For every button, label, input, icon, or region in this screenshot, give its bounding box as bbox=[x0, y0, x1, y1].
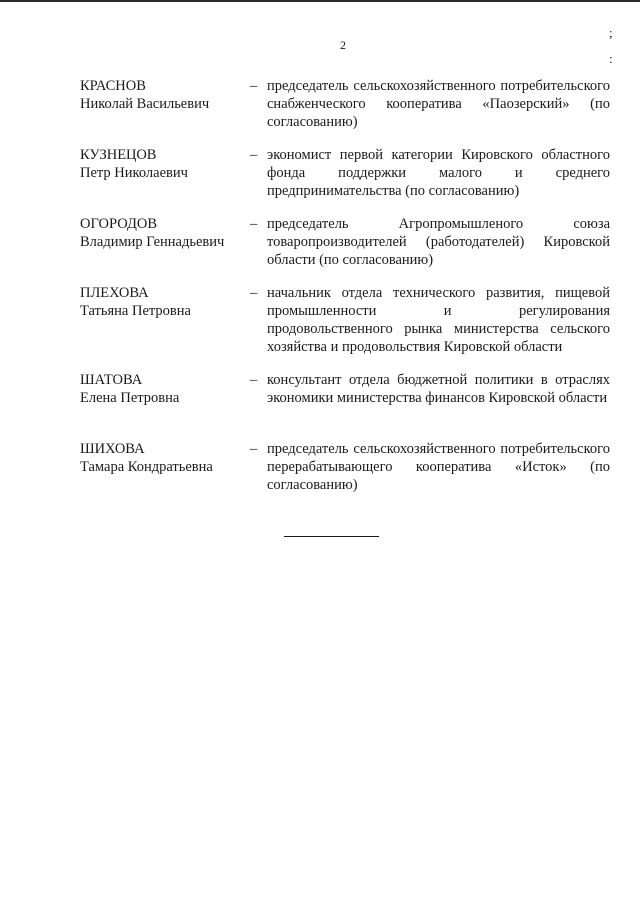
member-surname: ШАТОВА bbox=[80, 372, 143, 388]
member-name bbox=[80, 440, 250, 476]
member-surname: КУЗНЕЦОВ bbox=[80, 147, 157, 163]
member-role: председатель сельскохозяйственного потребительского перерабатывающего кооператива «Исток» (по согласованию) bbox=[267, 441, 610, 493]
entry-dash: – bbox=[250, 441, 258, 457]
corner-mark: : bbox=[609, 51, 613, 66]
member-role: экономист первой категории Кировского областного фонда поддержки малого и среднего предпринимательства (по согласованию) bbox=[267, 147, 610, 199]
member-given-names: Николай Васильевич bbox=[80, 96, 210, 112]
member-role: консультант отдела бюджетной политики в отраслях экономики министерства финансов Кировской области bbox=[267, 372, 610, 406]
member-given-names: Владимир Геннадьевич bbox=[80, 234, 225, 250]
entry-dash: – bbox=[250, 216, 258, 232]
entry-dash: – bbox=[250, 285, 258, 301]
member-role: начальник отдела технического развития, пищевой промышленности и регулирования продовольственного рынка министерства сельского хозяйства и продовольствия Кировской области bbox=[267, 285, 610, 355]
member-name bbox=[80, 371, 250, 407]
member-surname: КРАСНОВ bbox=[80, 78, 146, 94]
member-role: председатель сельскохозяйственного потребительского снабженческого кооператива «Паозерский» (по согласованию) bbox=[267, 78, 610, 130]
member-name bbox=[80, 146, 250, 182]
member-given-names: Татьяна Петровна bbox=[80, 303, 191, 319]
entry-dash: – bbox=[250, 147, 258, 163]
member-name bbox=[80, 215, 250, 251]
member-given-names: Петр Николаевич bbox=[80, 165, 188, 181]
top-border-line bbox=[0, 0, 640, 2]
member-name bbox=[80, 284, 250, 320]
member-surname: ОГОРОДОВ bbox=[80, 216, 157, 232]
corner-mark: ; bbox=[609, 25, 613, 40]
entry-dash: – bbox=[250, 78, 258, 94]
member-name bbox=[80, 77, 250, 113]
member-role: председатель Агропромышленого союза товаропроизводителей (работодателей) Кировской области (по согласованию) bbox=[267, 216, 610, 268]
member-surname: ПЛЕХОВА bbox=[80, 285, 149, 301]
member-given-names: Елена Петровна bbox=[80, 390, 180, 406]
page-number: 2 bbox=[340, 38, 346, 52]
member-given-names: Тамара Кондратьевна bbox=[80, 459, 213, 475]
member-surname: ШИХОВА bbox=[80, 441, 145, 457]
entry-dash: – bbox=[250, 372, 258, 388]
end-of-list-rule bbox=[284, 536, 379, 537]
